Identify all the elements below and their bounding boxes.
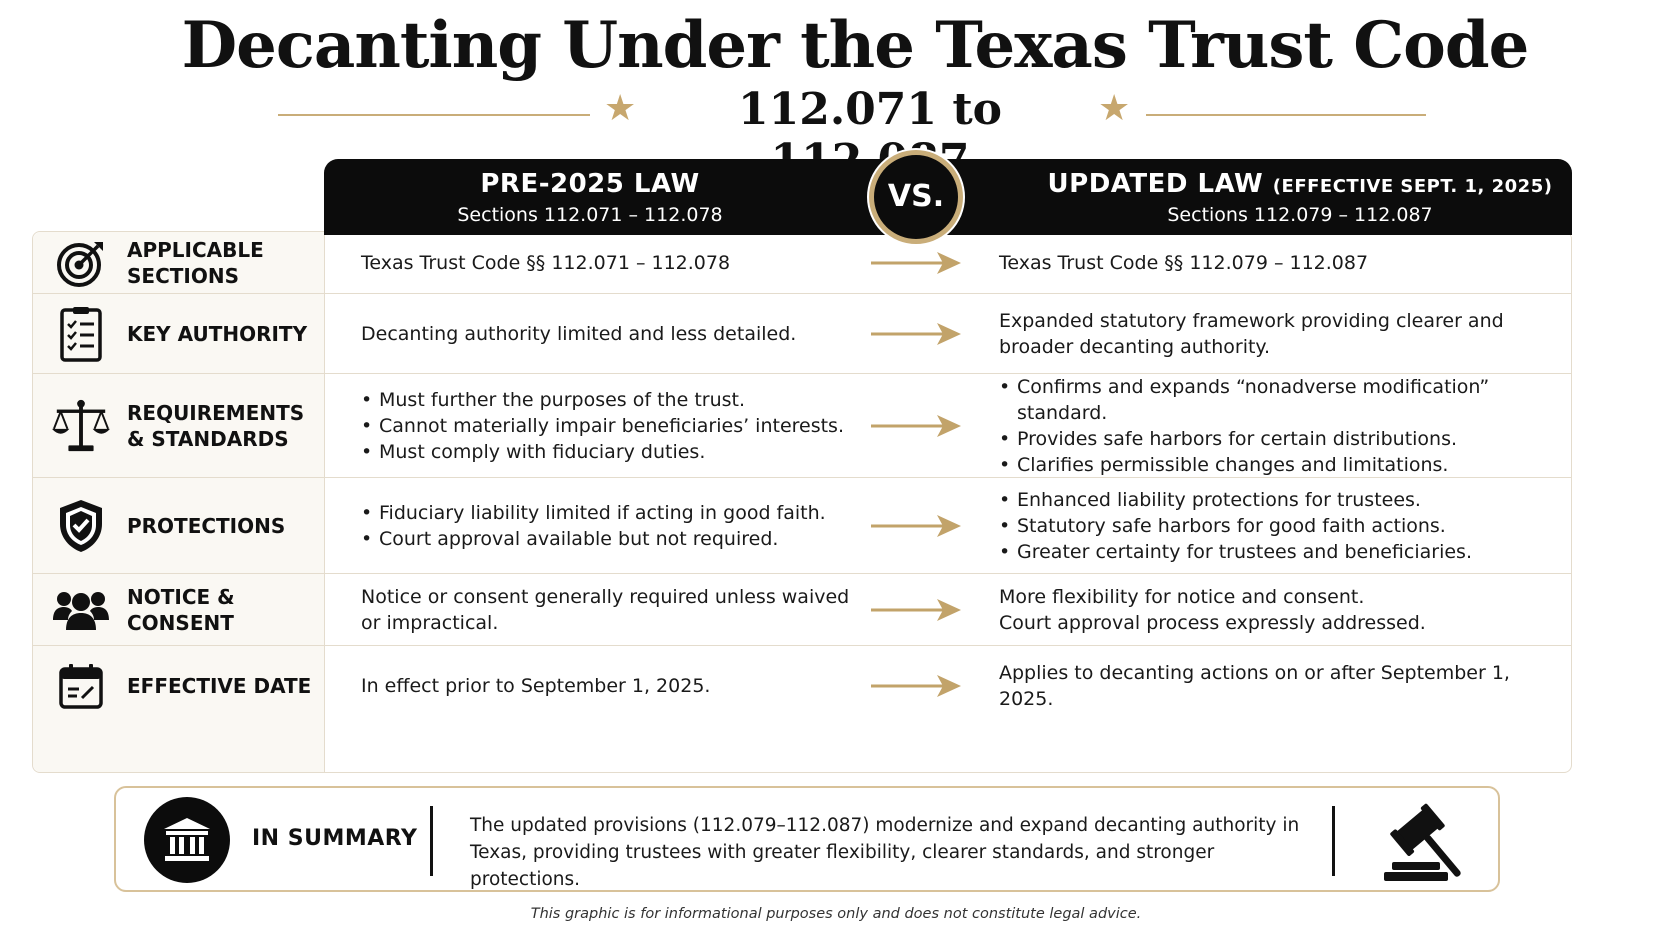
updated-law-cell [999, 374, 1561, 477]
page-subtitle: 112.071 to [738, 84, 1002, 135]
table-row-applicable-sections [33, 232, 1571, 293]
pre-law-cell [361, 574, 861, 645]
bullet-item: • Provides safe harbors for certain distributions. [999, 426, 1561, 452]
pre-law-cell [361, 478, 861, 573]
bullet-item: • Must further the purposes of the trust. [361, 387, 861, 413]
pre-law-cell [361, 646, 861, 726]
bullet-item: • Cannot materially impair beneficiaries’ interests. [361, 413, 861, 439]
row-label: NOTICE & CONSENT [127, 584, 235, 635]
row-label: KEY AUTHORITY [127, 321, 308, 346]
row-label: PROTECTIONS [127, 513, 286, 538]
bullet-item: • Fiduciary liability limited if acting in good faith. [361, 500, 861, 526]
cell-text: In effect prior to September 1, 2025. [361, 675, 711, 697]
pre-2025-header [324, 169, 856, 226]
page-title: Decanting Under the Texas Trust Code [181, 8, 1529, 83]
updated-law-cell [999, 478, 1561, 573]
comparison-table [32, 231, 1572, 773]
arrow-icon [871, 374, 967, 477]
updated-law-cell [999, 574, 1561, 645]
row-label: APPLICABLE SECTIONS [127, 237, 264, 288]
updated-law-cell [999, 646, 1561, 726]
disclaimer: This graphic is for informational purposes only and does not constitute legal advice. [530, 906, 1142, 922]
updated-law-title: UPDATED LAW [1047, 169, 1264, 199]
pre-2025-sections: Sections 112.071 – 112.078 [457, 204, 723, 226]
gavel-icon [1378, 798, 1478, 884]
updated-law-cell [999, 294, 1561, 373]
vs-badge: VS. [869, 150, 963, 244]
table-row-notice-consent [33, 574, 1571, 645]
courthouse-icon [144, 797, 230, 883]
bullet-item: • Enhanced liability protections for trustees. [999, 487, 1561, 513]
subtitle-row [0, 80, 1672, 148]
row-label: REQUIREMENTS & STANDARDS [127, 400, 305, 451]
calendar-icon [51, 646, 111, 726]
bullet-item: • Confirms and expands “nonadverse modification” standard. [999, 374, 1561, 426]
cell-text: Notice or consent generally required unless waived or impractical. [361, 585, 850, 634]
scales-icon [51, 374, 111, 477]
arrow-icon [871, 294, 967, 373]
bullet-item: • Must comply with fiduciary duties. [361, 439, 861, 465]
decorative-rule-left [278, 114, 590, 116]
pre-2025-title: PRE-2025 LAW [480, 169, 700, 199]
table-row-effective-date [33, 646, 1571, 772]
pre-law-cell [361, 232, 861, 293]
people-icon [51, 574, 111, 645]
updated-law-title-line [1028, 169, 1572, 199]
updated-law-header [1028, 169, 1572, 226]
table-row-protections [33, 478, 1571, 573]
cell-text: Texas Trust Code §§ 112.079 – 112.087 [999, 251, 1369, 274]
cell-text: More flexibility for notice and consent. [999, 585, 1365, 608]
updated-law-sections: Sections 112.079 – 112.087 [1167, 204, 1433, 226]
arrow-icon [871, 646, 967, 726]
table-row-requirements-standards [33, 374, 1571, 477]
star-icon-left: ★ [604, 88, 637, 129]
cell-text: Texas Trust Code §§ 112.071 – 112.078 [361, 251, 731, 274]
updated-law-cell [999, 232, 1561, 293]
pre-law-cell [361, 294, 861, 373]
row-label: EFFECTIVE DATE [127, 674, 312, 698]
cell-text: Decanting authority limited and less detailed. [361, 322, 797, 345]
target-icon [51, 232, 111, 293]
cell-text: Expanded statutory framework providing clearer and broader decanting authority. [999, 309, 1504, 358]
bullet-item: • Statutory safe harbors for good faith actions. [999, 513, 1561, 539]
star-icon-right: ★ [1098, 88, 1131, 129]
arrow-icon [871, 478, 967, 573]
summary-divider [1332, 806, 1335, 876]
checklist-icon [51, 294, 111, 373]
bullet-item: • Court approval available but not required. [361, 526, 861, 552]
decorative-rule-right [1146, 114, 1426, 116]
cell-text: Applies to decanting actions on or after September 1, 2025. [999, 662, 1510, 710]
summary-divider [430, 806, 433, 876]
shield-check-icon [51, 478, 111, 573]
cell-text: Court approval process expressly addressed. [999, 611, 1426, 634]
summary-box [114, 786, 1500, 892]
summary-text: The updated provisions (112.079–112.087) modernize and expand decanting authority in Texas, providing trustees with greater flexibility, clearer standards, and stronger protections. [470, 815, 1300, 890]
updated-law-effective-note: (EFFECTIVE SEPT. 1, 2025) [1272, 176, 1553, 197]
bullet-item: • Greater certainty for trustees and beneficiaries. [999, 539, 1561, 565]
summary-label: IN SUMMARY [252, 826, 418, 851]
bullet-item: • Clarifies permissible changes and limitations. [999, 452, 1561, 478]
pre-law-cell [361, 374, 861, 477]
table-row-key-authority [33, 294, 1571, 373]
arrow-icon [871, 574, 967, 645]
